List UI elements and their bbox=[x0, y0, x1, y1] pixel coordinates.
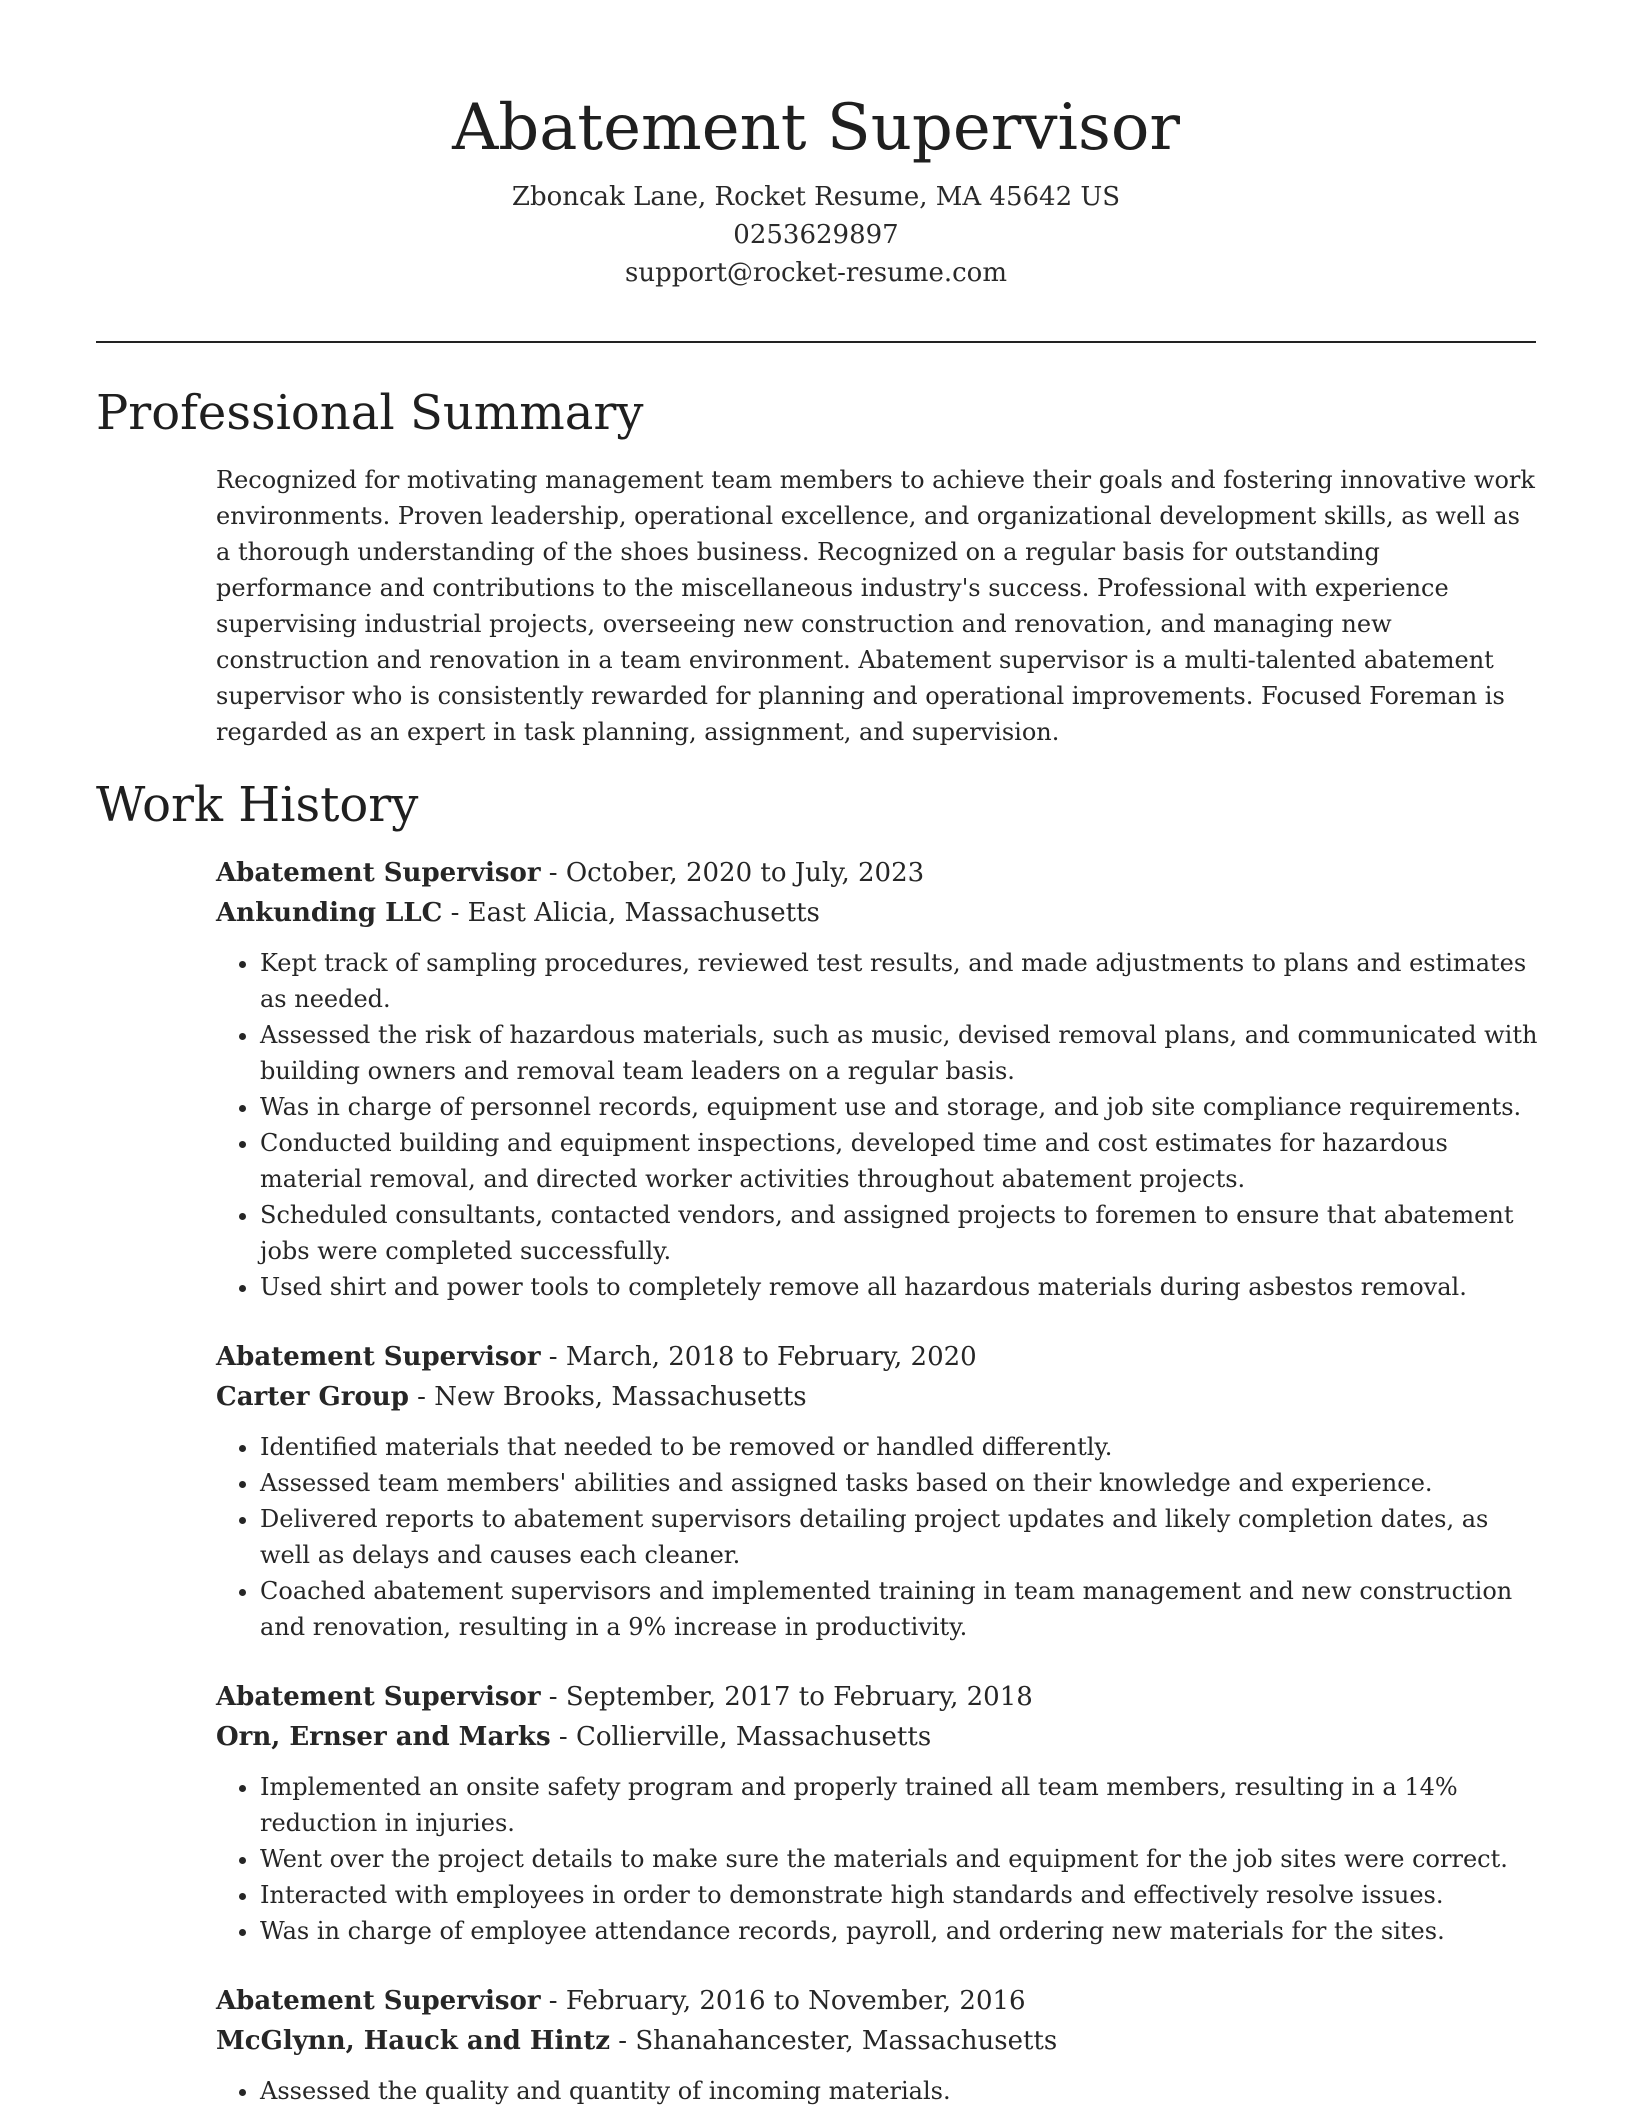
job-location: - New Brooks, Massachusetts bbox=[408, 1382, 807, 1412]
contact-info bbox=[0, 178, 1632, 292]
job-title-line bbox=[216, 1981, 1538, 2021]
job-title: Abatement Supervisor bbox=[216, 1342, 541, 1372]
job-title-line bbox=[216, 1337, 1538, 1377]
job-bullets bbox=[216, 1769, 1538, 1949]
job-company-line bbox=[216, 2021, 1538, 2061]
job-bullet: • Scheduled consultants, contacted vendors, and assigned projects to foremen to ensure that abatement jobs were completed successfully. bbox=[260, 1197, 1538, 1269]
work-history-heading: Work History bbox=[96, 777, 419, 833]
job-entry bbox=[216, 853, 1538, 1305]
job-entry bbox=[216, 1677, 1538, 1949]
job-company-line bbox=[216, 1377, 1538, 1417]
job-bullets bbox=[216, 945, 1538, 1305]
job-bullet: • Conducted building and equipment inspections, developed time and cost estimates for hazardous material removal, and directed worker activities throughout abatement projects. bbox=[260, 1125, 1538, 1197]
job-company: Ankunding LLC bbox=[216, 898, 443, 928]
job-dates: - February, 2016 to November, 2016 bbox=[540, 1986, 1026, 2016]
job-bullet: • Interacted with employees in order to demonstrate high standards and effectively resolve issues. bbox=[260, 1877, 1538, 1913]
candidate-name: Abatement Supervisor bbox=[452, 91, 1180, 165]
job-entry bbox=[216, 1981, 1538, 2109]
job-bullets bbox=[216, 1429, 1538, 1645]
job-bullet: • Was in charge of personnel records, equipment use and storage, and job site compliance requirements. bbox=[260, 1089, 1538, 1125]
job-bullet: • Coached abatement supervisors and implemented training in team management and new construction and renovation, resulting in a 9% increase in productivity. bbox=[260, 1573, 1538, 1645]
job-bullet: • Assessed the risk of hazardous materials, such as music, devised removal plans, and communicated with building owners and removal team leaders on a regular basis. bbox=[260, 1017, 1538, 1089]
header-divider bbox=[96, 341, 1536, 343]
work-history-list bbox=[216, 853, 1538, 2112]
job-location: - Collierville, Massachusetts bbox=[550, 1722, 932, 1752]
job-bullet: • Assessed the quality and quantity of incoming materials. bbox=[260, 2073, 1538, 2109]
resume-header bbox=[0, 0, 1632, 292]
job-location: - Shanahancester, Massachusetts bbox=[610, 2026, 1058, 2056]
job-bullet: • Was in charge of employee attendance records, payroll, and ordering new materials for the sites. bbox=[260, 1913, 1538, 1949]
job-bullet: • Assessed team members' abilities and assigned tasks based on their knowledge and experience. bbox=[260, 1465, 1538, 1501]
contact-email: support@rocket-resume.com bbox=[624, 258, 1007, 288]
job-bullet: • Used shirt and power tools to completely remove all hazardous materials during asbestos removal. bbox=[260, 1269, 1538, 1305]
job-title-line bbox=[216, 853, 1538, 893]
job-bullet: • Went over the project details to make sure the materials and equipment for the job sites were correct. bbox=[260, 1841, 1538, 1877]
summary-heading: Professional Summary bbox=[96, 385, 644, 441]
job-bullet: • Implemented an onsite safety program and properly trained all team members, resulting in a 14% reduction in injuries. bbox=[260, 1769, 1538, 1841]
job-bullet: • Identified materials that needed to be removed or handled differently. bbox=[260, 1429, 1538, 1465]
job-dates: - October, 2020 to July, 2023 bbox=[540, 858, 925, 888]
job-company: McGlynn, Hauck and Hintz bbox=[216, 2026, 611, 2056]
job-bullets bbox=[216, 2073, 1538, 2109]
job-title-line bbox=[216, 1677, 1538, 1717]
job-company: Orn, Ernser and Marks bbox=[216, 1722, 551, 1752]
job-entry bbox=[216, 1337, 1538, 1645]
job-title: Abatement Supervisor bbox=[216, 1682, 541, 1712]
job-company: Carter Group bbox=[216, 1382, 409, 1412]
job-bullet: • Kept track of sampling procedures, reviewed test results, and made adjustments to plans and estimates as needed. bbox=[260, 945, 1538, 1017]
job-location: - East Alicia, Massachusetts bbox=[442, 898, 820, 928]
job-title: Abatement Supervisor bbox=[216, 858, 541, 888]
contact-address: Zboncak Lane, Rocket Resume, MA 45642 US bbox=[511, 182, 1121, 212]
contact-phone: 0253629897 bbox=[733, 220, 899, 250]
summary-text: Recognized for motivating management team members to achieve their goals and fostering innovative work environments. Proven leadership, operational excellence, and organizational development skills, as well as a thorough understanding of the shoes business. Recognized on a regular basis for outstanding performance and contributions to the miscellaneous industry's success. Professional with experience supervising industrial projects, overseeing new construction and renovation, and managing new construction and renovation in a team environment. Abatement supervisor is a multi-talented abatement supervisor who is consistently rewarded for planning and operational improvements. Focused Foreman is regarded as an expert in task planning, assignment, and supervision. bbox=[216, 466, 1535, 746]
job-company-line bbox=[216, 893, 1538, 933]
job-company-line bbox=[216, 1717, 1538, 1757]
job-bullet: • Delivered reports to abatement supervisors detailing project updates and likely completion dates, as well as delays and causes each cleaner. bbox=[260, 1501, 1538, 1573]
job-title: Abatement Supervisor bbox=[216, 1986, 541, 2016]
job-dates: - March, 2018 to February, 2020 bbox=[540, 1342, 977, 1372]
job-dates: - September, 2017 to February, 2018 bbox=[540, 1682, 1033, 1712]
